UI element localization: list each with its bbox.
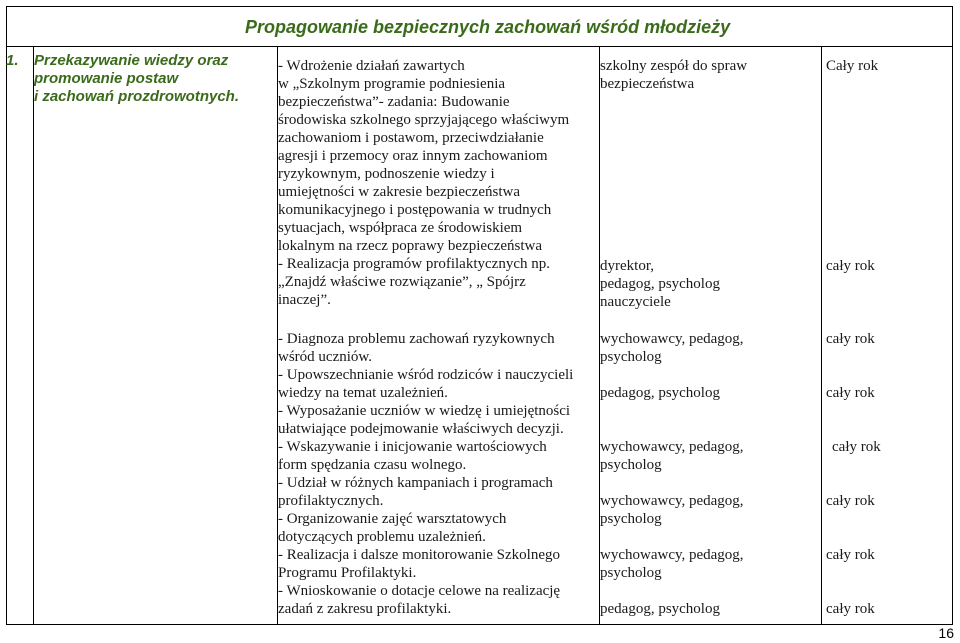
task-line: - Wdrożenie działań zawartych [278, 58, 465, 74]
subject-line: i zachowań prozdrowotnych. [34, 88, 240, 105]
responsible-line: pedagog, psycholog [600, 601, 720, 617]
responsible-3 [600, 330, 810, 366]
task-line: umiejętności w zakresie bezpieczeństwa [278, 184, 520, 200]
task-line: „Znajdź właściwe rozwiązanie”, „ Spójrz [278, 274, 526, 290]
column-divider [33, 47, 34, 624]
task-line: - Wnioskowanie o dotacje celowe na realizację [278, 583, 561, 599]
task-line: form spędzania czasu wolnego. [278, 457, 467, 473]
responsible-8 [600, 600, 810, 618]
column-divider [821, 47, 822, 624]
task-line: - Diagnoza problemu zachowań ryzykownych [278, 331, 555, 347]
task-line: agresji i przemocy oraz innym zachowaniom [278, 148, 548, 164]
responsible-4 [600, 384, 810, 402]
term-2: cały rok [826, 258, 875, 274]
responsible-line: wychowawcy, pedagog, [600, 493, 744, 509]
task-line: lokalnym na rzecz poprawy bezpieczeństwa [278, 238, 543, 254]
responsible-line: wychowawcy, pedagog, [600, 331, 744, 347]
row-subject [34, 52, 240, 106]
responsible-6 [600, 492, 810, 528]
task-line: w „Szkolnym programie podniesienia [278, 76, 506, 92]
table-title: Propagowanie bezpiecznych zachowań wśród młodzieży [245, 17, 731, 37]
responsible-line: bezpieczeństwa [600, 76, 695, 92]
table-header [7, 7, 952, 47]
responsible-line: psycholog [600, 349, 662, 365]
task-line: - Realizacja programów profilaktycznych np. [278, 256, 550, 272]
task-line: - Upowszechnianie wśród rodziców i nauczycieli [278, 367, 574, 383]
task-line: Programu Profilaktyki. [278, 565, 417, 581]
task-line: środowiska szkolnego sprzyjającego właściwym [278, 112, 570, 128]
task-line: zachowaniom i postawom, przeciwdziałanie [278, 130, 544, 146]
responsible-line: pedagog, psycholog [600, 276, 720, 292]
tasks-block-1 [278, 57, 598, 309]
tasks-block-2 [278, 330, 598, 618]
responsible-line: psycholog [600, 511, 662, 527]
task-line: profilaktycznych. [278, 493, 384, 509]
term-3: cały rok [826, 331, 875, 347]
responsible-line: psycholog [600, 457, 662, 473]
responsible-1 [600, 57, 810, 93]
responsible-2 [600, 257, 810, 311]
responsible-7 [600, 546, 810, 582]
subject-line: Przekazywanie wiedzy oraz [34, 52, 229, 69]
responsible-line: wychowawcy, pedagog, [600, 547, 744, 563]
task-line: sytuacjach, współpraca ze środowiskiem [278, 220, 523, 236]
task-line: bezpieczeństwa”- zadania: Budowanie [278, 94, 510, 110]
term-1: Cały rok [826, 58, 879, 74]
responsible-5 [600, 438, 810, 474]
task-line: komunikacyjnego i postępowania w trudnych [278, 202, 552, 218]
task-line: - Wskazywanie i inicjowanie wartościowych [278, 439, 547, 455]
responsible-line: wychowawcy, pedagog, [600, 439, 744, 455]
responsible-line: nauczyciele [600, 294, 671, 310]
term-6: cały rok [826, 493, 875, 509]
task-line: - Wyposażanie uczniów w wiedzę i umiejętności [278, 403, 571, 419]
task-line: - Udział w różnych kampaniach i programach [278, 475, 553, 491]
term-7: cały rok [826, 547, 875, 563]
responsible-line: szkolny zespół do spraw [600, 58, 748, 74]
task-line: - Realizacja i dalsze monitorowanie Szkolnego [278, 547, 560, 563]
responsible-line: dyrektor, [600, 258, 654, 274]
term-5: cały rok [832, 439, 881, 455]
task-line: wśród uczniów. [278, 349, 373, 365]
term-8: cały rok [826, 601, 875, 617]
task-line: ryzykownym, podnoszenie wiedzy i [278, 166, 495, 182]
task-line: zadań z zakresu profilaktyki. [278, 601, 452, 617]
responsible-line: pedagog, psycholog [600, 385, 720, 401]
row-number: 1. [6, 52, 19, 69]
term-4: cały rok [826, 385, 875, 401]
task-line: inaczej”. [278, 292, 331, 308]
page-number: 16 [938, 625, 954, 641]
task-line: ułatwiające podejmowanie właściwych decyzji. [278, 421, 564, 437]
responsible-line: psycholog [600, 565, 662, 581]
subject-line: promowanie postaw [34, 70, 179, 87]
task-line: dotyczących problemu uzależnień. [278, 529, 486, 545]
task-line: wiedzy na temat uzależnień. [278, 385, 448, 401]
task-line: - Organizowanie zajęć warsztatowych [278, 511, 507, 527]
